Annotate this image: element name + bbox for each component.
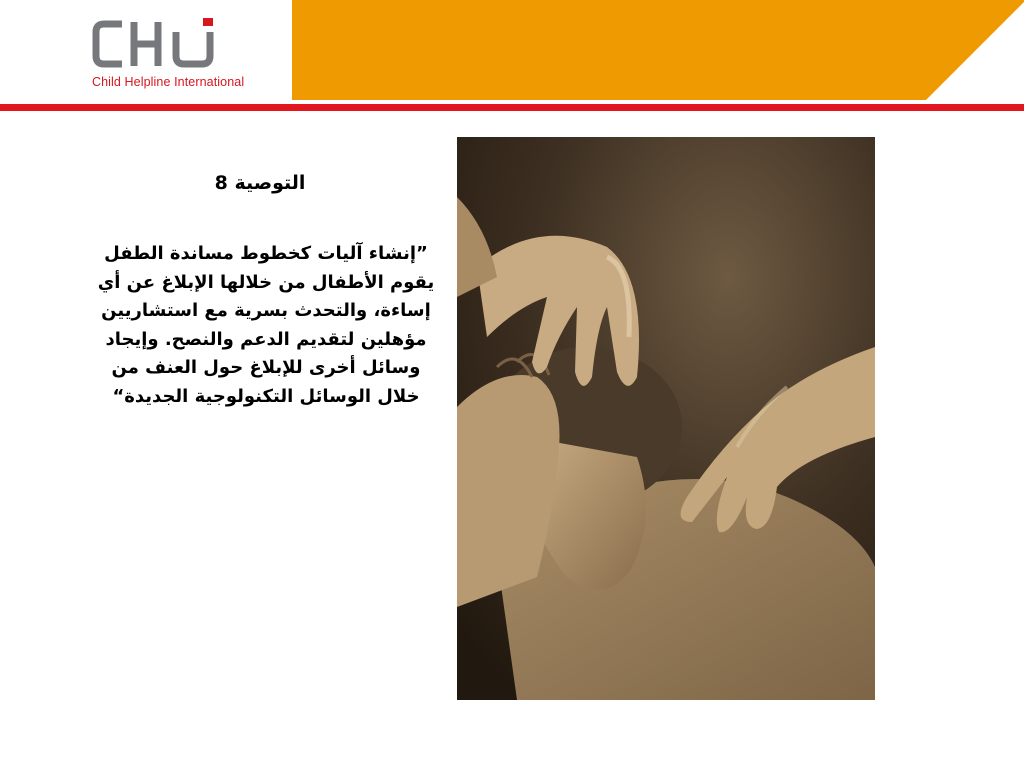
recommendation-title: التوصية 8 [214, 172, 306, 194]
orange-header-band [292, 0, 1024, 100]
chi-logo-icon [92, 18, 222, 70]
sepia-photo-child-comforted-icon [457, 137, 875, 700]
recommendation-text: ”إنشاء آليات كخطوط مساندة الطفل يقوم الأطفال من خلالها الإبلاغ عن أي إساءة، والتحدث بسرية مع استشاريين مؤهلين لتقديم الدعم والنصح. وإيجاد وسائل أخرى للإبلاغ حول العنف من خلال الوسائل التكنولوجية الجديدة“ [97, 243, 435, 407]
logo [0, 0, 292, 100]
red-divider [0, 104, 1024, 111]
logo-subtitle: Child Helpline International [92, 75, 245, 89]
